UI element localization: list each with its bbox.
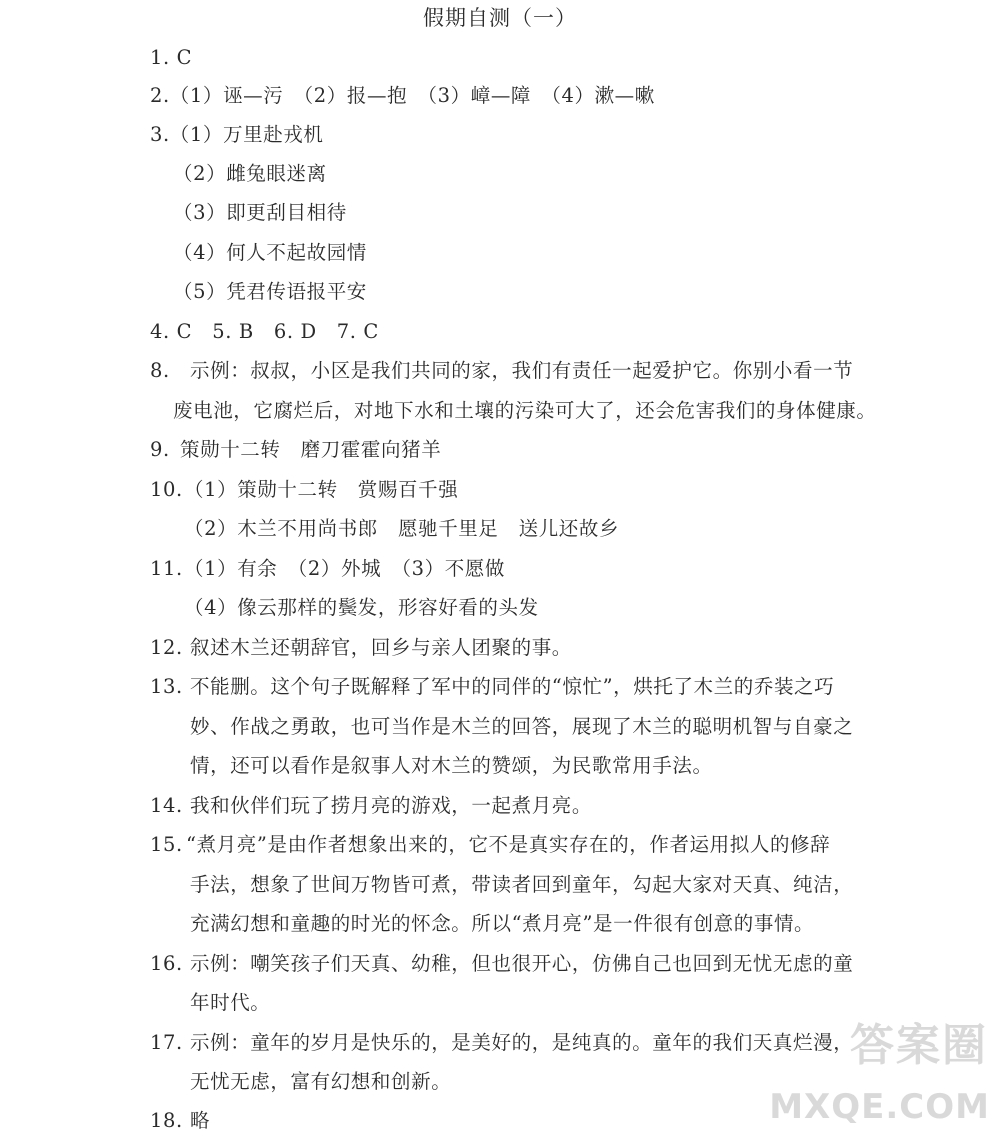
answer-13-line-3: 情，还可以看作是叙事人对木兰的赞颂，为民歌常用手法。 (190, 754, 713, 777)
page-title: 假期自测（一） (423, 6, 577, 30)
answer-14: 我和伙伴们玩了捞月亮的游戏，一起煮月亮。 (190, 794, 593, 817)
answer-14-number: 14. (150, 794, 183, 817)
answer-16-line-2: 年时代。 (190, 991, 271, 1014)
answer-4-7: 4. C 5. B 6. D 7. C (150, 320, 379, 343)
answer-15-line-3: 充满幻想和童趣的时光的怀念。所以“煮月亮”是一件很有创意的事情。 (190, 912, 815, 935)
answer-8-line-1: 示例：叔叔，小区是我们共同的家，我们有责任一起爱护它。你别小看一节 (190, 359, 854, 382)
answer-3: 3.（1）万里赴戎机 (150, 123, 324, 146)
answer-17-line-2: 无忧无虑，富有幻想和创新。 (190, 1070, 452, 1093)
answer-15-line-1: “煮月亮”是由作者想象出来的，它不是真实存在的，作者运用拟人的修辞 (186, 833, 831, 856)
answer-13-number: 13. (150, 675, 183, 698)
answer-8-number: 8. (150, 359, 170, 382)
answer-3-2: （2）雌兔眼迷离 (173, 162, 327, 185)
answer-3-4: （4）何人不起故园情 (173, 241, 367, 264)
answer-11-2: （4）像云那样的鬓发，形容好看的头发 (184, 596, 539, 619)
answer-18-number: 18. (150, 1109, 183, 1132)
answer-12: 叙述木兰还朝辞官，回乡与亲人团聚的事。 (190, 636, 572, 659)
answer-1: 1. C (150, 46, 193, 69)
answer-17-number: 17. (150, 1031, 183, 1054)
answer-3-5: （5）凭君传语报平安 (173, 280, 367, 303)
watermark-url: MXQE.COM (769, 1087, 990, 1127)
answer-16-line-1: 示例：嘲笑孩子们天真、幼稚，但也很开心，仿佛自己也回到无忧无虑的童 (190, 952, 854, 975)
answer-10-1: （1）策勋十二转 赏赐百千强 (184, 478, 459, 501)
answer-12-number: 12. (150, 636, 183, 659)
answer-17-line-1: 示例：童年的岁月是快乐的，是美好的，是纯真的。童年的我们天真烂漫， (190, 1031, 854, 1054)
answer-13-line-1: 不能删。这个句子既解释了军中的同伴的“惊忙”，烘托了木兰的乔装之巧 (190, 675, 835, 698)
site-watermark (769, 1009, 994, 1129)
answer-10-number: 10. (150, 478, 183, 501)
answer-2: 2.（1）诬—污 （2）报—抱 （3）嶂—障 （4）漱—嗽 (150, 84, 655, 107)
answer-13-line-2: 妙、作战之勇敢，也可当作是木兰的回答，展现了木兰的聪明机智与自豪之 (190, 715, 854, 738)
answer-11-1: （1）有余 （2）外城 （3）不愿做 (184, 557, 506, 580)
answer-10-2: （2）木兰不用尚书郎 愿驰千里足 送儿还故乡 (184, 517, 620, 540)
answer-8-line-2: 废电池，它腐烂后，对地下水和土壤的污染可大了，还会危害我们的身体健康。 (173, 399, 877, 422)
watermark-chinese: 答案圈 (850, 1020, 988, 1071)
answer-3-3: （3）即更刮目相待 (173, 201, 347, 224)
answer-15-number: 15. (150, 833, 183, 856)
answer-16-number: 16. (150, 952, 183, 975)
answer-9-number: 9. (150, 438, 170, 461)
answer-15-line-2: 手法，想象了世间万物皆可煮，带读者回到童年，勾起大家对天真、纯洁， (190, 873, 854, 896)
answer-9: 策勋十二转 磨刀霍霍向猪羊 (180, 438, 442, 461)
answer-18: 略 (190, 1109, 211, 1132)
answer-11-number: 11. (150, 557, 183, 580)
